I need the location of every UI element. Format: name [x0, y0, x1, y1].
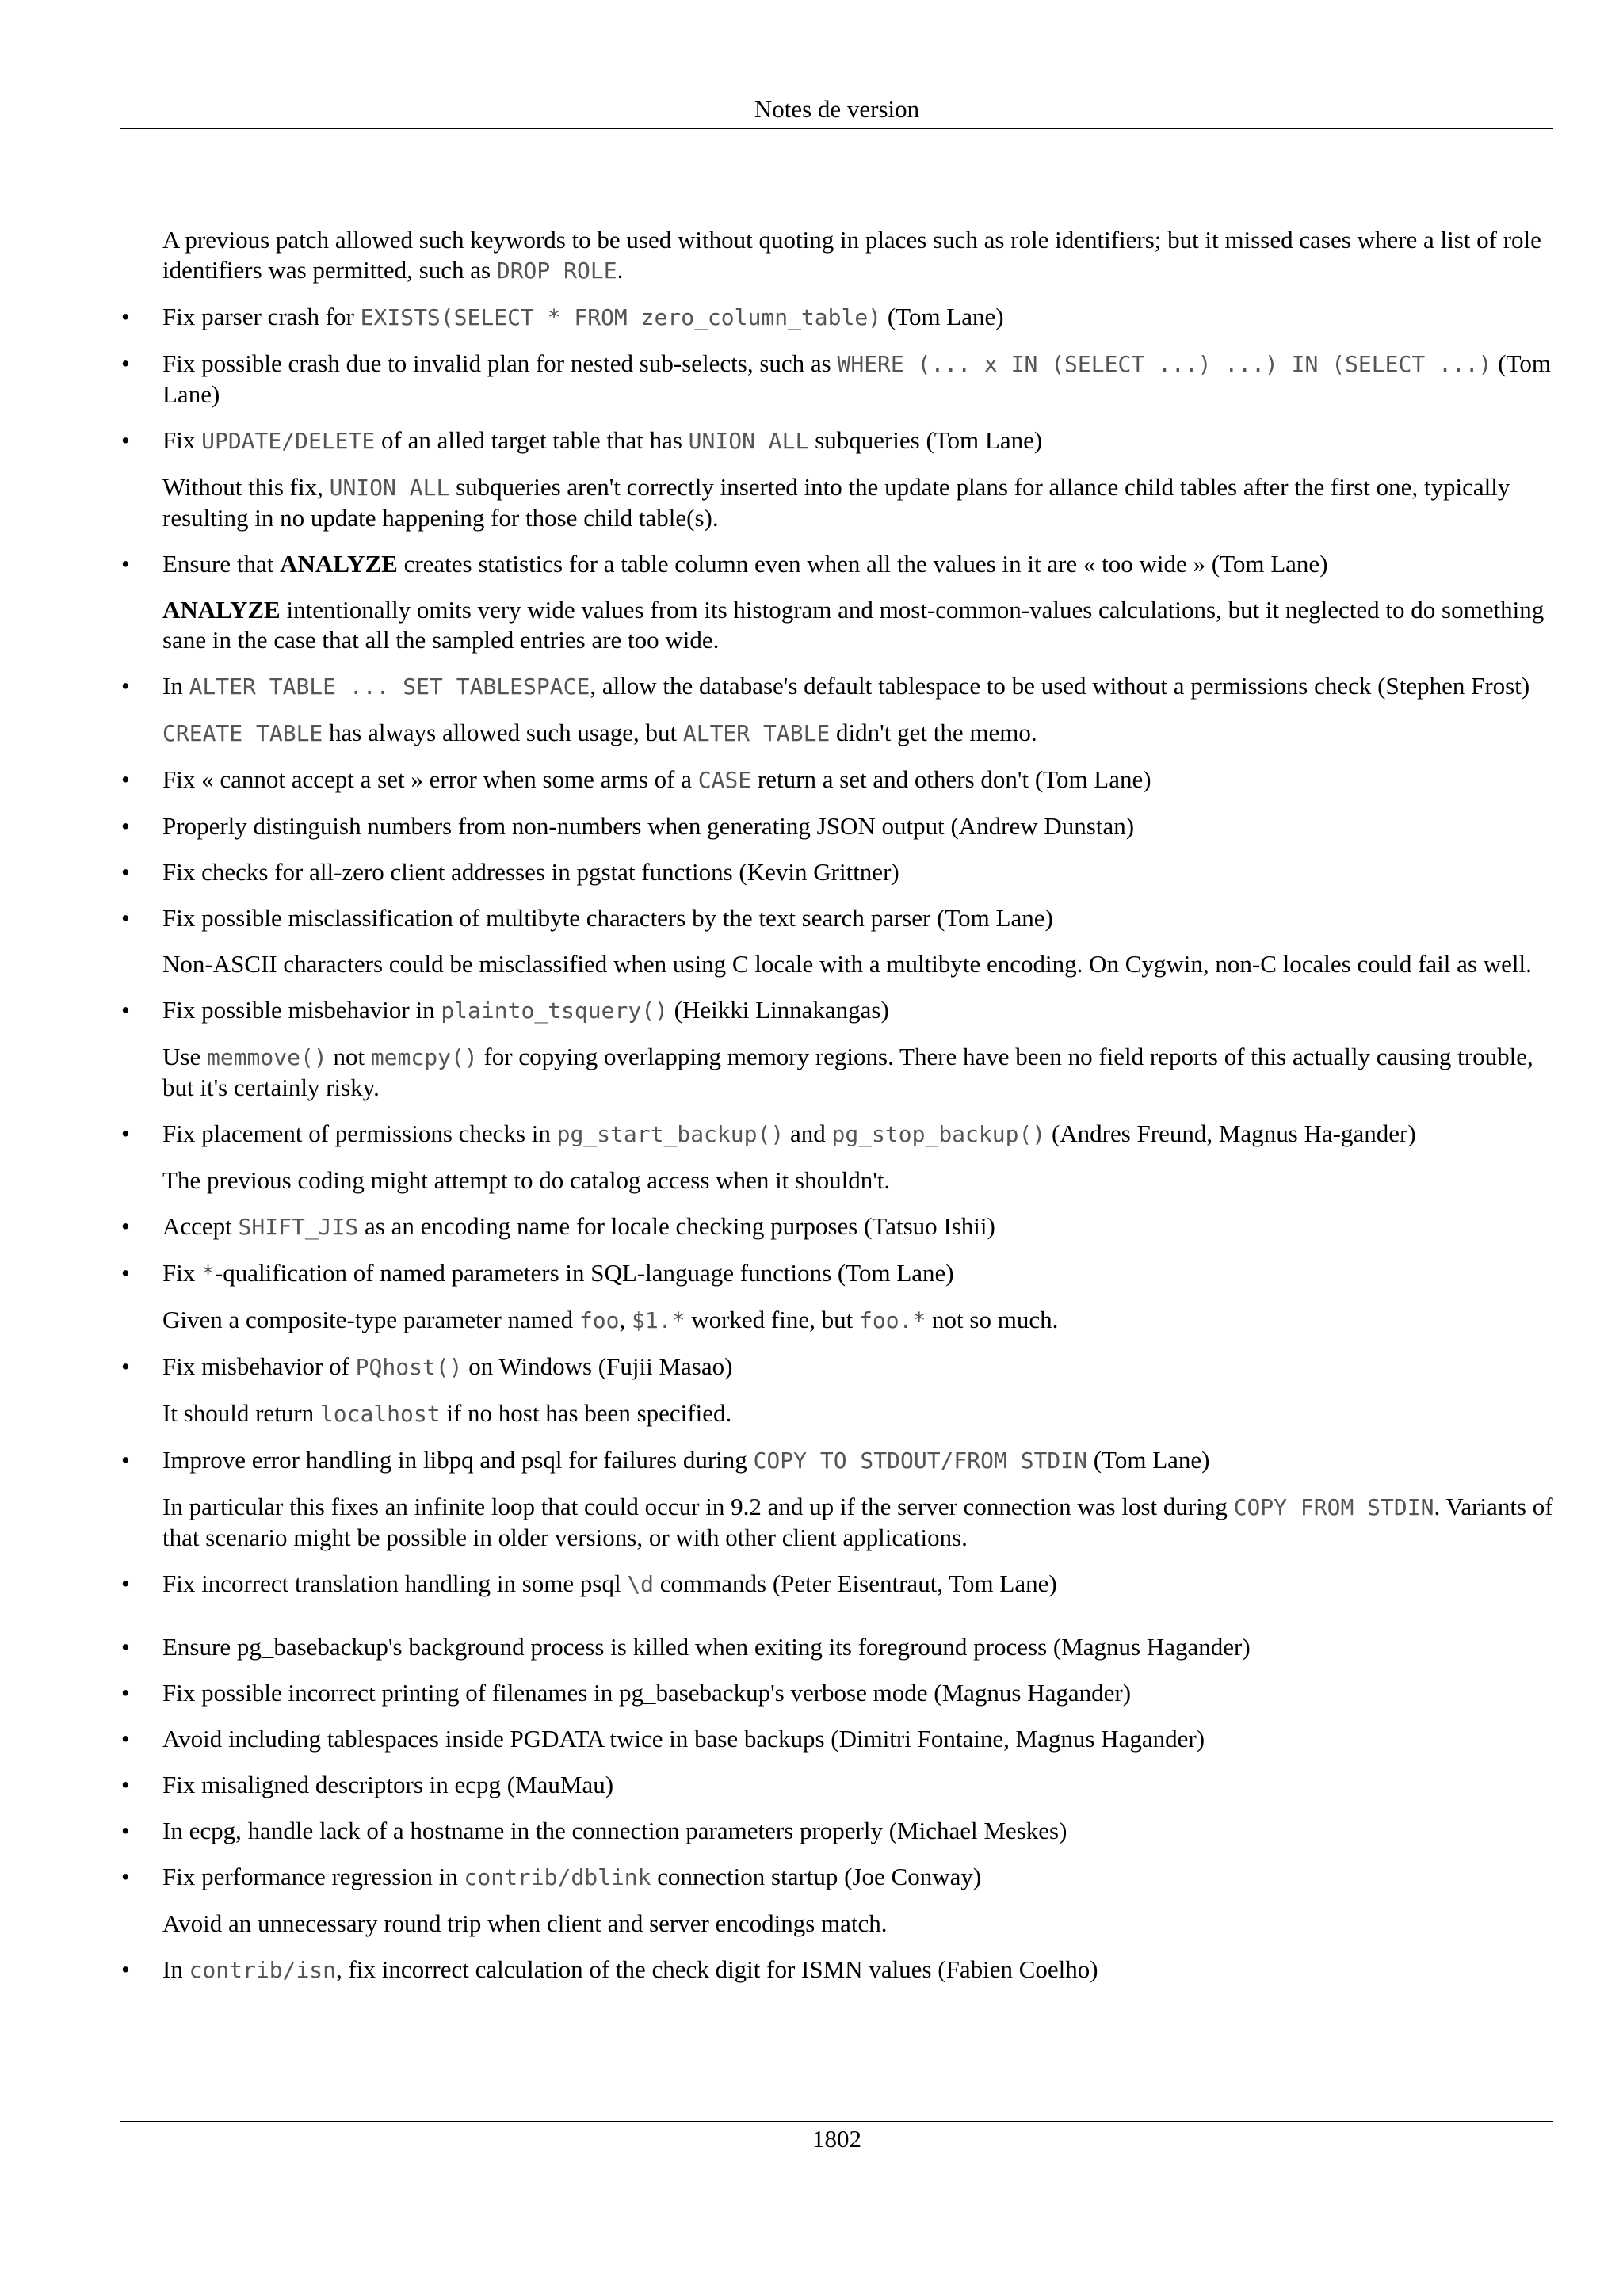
text-run: , fix incorrect calculation of the check digit for ISMN values (Fabien Coelho) — [336, 1955, 1098, 1983]
text-run: creates statistics for a table column even when all the values in it are « too wide » (Tom Lane) — [397, 550, 1328, 578]
text-run: (Tom Lane) — [1086, 1446, 1210, 1474]
text-run: Fix misaligned descriptors in ecpg (MauMau) — [162, 1771, 614, 1798]
bullet-item — [162, 811, 1557, 841]
text-run: Fix « cannot accept a set » error when some arms of a — [162, 765, 698, 793]
bullet-item — [162, 425, 1557, 456]
text-run: connection startup (Joe Conway) — [651, 1863, 982, 1890]
text-run: In — [162, 1955, 189, 1983]
bold-command: ANALYZE — [280, 550, 398, 578]
bullet-item — [162, 1770, 1557, 1800]
bullet-item — [162, 1955, 1557, 1985]
text-run: (Heikki Linnakangas) — [667, 996, 889, 1024]
text-run: Fix possible misbehavior in — [162, 996, 441, 1024]
text-run: if no host has been specified. — [440, 1399, 732, 1427]
text-run: The previous coding might attempt to do catalog access when it shouldn't. — [162, 1166, 891, 1194]
note-paragraph — [162, 1042, 1557, 1103]
bullet-item — [162, 1816, 1557, 1846]
text-run: and — [784, 1119, 832, 1147]
text-run: (Andres Freund, Magnus Ha-gander) — [1045, 1119, 1416, 1147]
text-run: Use — [162, 1043, 207, 1070]
text-run: In ecpg, handle lack of a hostname in the connection parameters properly (Michael Meskes) — [162, 1817, 1067, 1844]
text-run: commands (Peter Eisentraut, Tom Lane) — [654, 1569, 1057, 1597]
text-run: It should return — [162, 1399, 320, 1427]
bullet-item — [162, 903, 1557, 933]
bold-command: ANALYZE — [162, 596, 281, 624]
bullet-item — [162, 765, 1557, 795]
code-literal: PQhost() — [355, 1354, 463, 1380]
code-literal: $1.* — [632, 1307, 685, 1333]
code-literal: contrib/isn — [189, 1957, 337, 1983]
bullet-item — [162, 1862, 1557, 1893]
code-literal: memcpy() — [370, 1044, 478, 1070]
text-run: of an alled target table that has — [375, 426, 689, 454]
page-number: 1802 — [812, 2125, 861, 2153]
text-run: subqueries aren't correctly inserted into the update plans for allance child tables after the first one, typically resulting in no update happening for those child table(s). — [162, 473, 1510, 532]
note-paragraph — [162, 718, 1557, 749]
header-rule — [120, 128, 1553, 129]
code-literal: contrib/dblink — [464, 1864, 651, 1890]
bullet-item — [162, 671, 1557, 702]
text-run: intentionally omits very wide values from its histogram and most-common-values calculations, but it neglected to do something sane in the case that all the sampled entries are too wide. — [162, 596, 1545, 654]
code-literal: memmove() — [206, 1044, 327, 1070]
text-run: Fix performance regression in — [162, 1863, 464, 1890]
code-literal: plainto_tsquery() — [441, 997, 668, 1024]
text-run: -qualification of named parameters in SQL-language functions (Tom Lane) — [214, 1259, 954, 1287]
text-run: as an encoding name for locale checking purposes (Tatsuo Ishii) — [358, 1212, 995, 1240]
text-run: . Variants of that scenario might be possible in older versions, or with other client applications. — [162, 1493, 1553, 1551]
note-paragraph — [162, 1909, 1557, 1939]
note-paragraph — [162, 1398, 1557, 1429]
code-literal: \d — [627, 1571, 655, 1597]
text-run: Given a composite-type parameter named — [162, 1306, 579, 1333]
code-literal: COPY FROM STDIN — [1233, 1494, 1434, 1520]
text-run: subqueries (Tom Lane) — [808, 426, 1043, 454]
text-run: Avoid including tablespaces inside PGDATA twice in base backups (Dimitri Fontaine, Magnus Hagander) — [162, 1725, 1205, 1753]
text-run: Fix incorrect translation handling in some psql — [162, 1569, 628, 1597]
text-run: Fix checks for all-zero client addresses in pgstat functions (Kevin Grittner) — [162, 858, 899, 886]
text-run: Non-ASCII characters could be misclassified when using C locale with a multibyte encoding. On Cygwin, non-C locales could fail as well. — [162, 950, 1532, 978]
note-paragraph — [162, 949, 1557, 979]
bullet-item — [162, 857, 1557, 887]
bullet-item — [162, 1211, 1557, 1242]
code-literal: WHERE (... x IN (SELECT ...) ...) IN (SELECT ...) — [837, 351, 1492, 377]
text-run: Without this fix, — [162, 473, 330, 501]
note-paragraph — [162, 1492, 1557, 1553]
code-literal: pg_start_backup() — [556, 1121, 785, 1147]
text-run: . — [617, 256, 624, 284]
text-run: Fix possible misclassification of multibyte characters by the text search parser (Tom Lane) — [162, 904, 1053, 932]
text-run: not so much. — [926, 1306, 1059, 1333]
text-run: Fix misbehavior of — [162, 1352, 356, 1380]
text-run: Properly distinguish numbers from non-numbers when generating JSON output (Andrew Dunstan) — [162, 812, 1135, 840]
text-run: A previous patch allowed such keywords to be used without quoting in places such as role identifiers; but it missed cases where a list of role identifiers was permitted, such as — [162, 226, 1541, 284]
bullet-item — [162, 1119, 1557, 1150]
note-paragraph — [162, 595, 1557, 655]
code-literal: SHIFT_JIS — [238, 1214, 359, 1240]
text-run: Avoid an unnecessary round trip when client and server encodings match. — [162, 1909, 888, 1937]
text-run: Fix parser crash for — [162, 303, 361, 330]
code-literal: UPDATE/DELETE — [201, 428, 376, 454]
text-run: (Tom Lane) — [881, 303, 1004, 330]
text-run: on Windows (Fujii Masao) — [462, 1352, 733, 1380]
page-header: Notes de version — [754, 95, 920, 123]
code-literal: ALTER TABLE ... SET TABLESPACE — [189, 673, 590, 700]
release-notes-body — [162, 225, 1557, 2001]
bullet-item — [162, 1632, 1557, 1662]
text-run: has always allowed such usage, but — [323, 719, 683, 746]
bullet-item — [162, 302, 1557, 333]
text-run: , allow the database's default tablespace to be used without a permissions check (Stephen Frost) — [590, 672, 1530, 700]
code-literal: ALTER TABLE — [682, 720, 831, 746]
note-paragraph — [162, 472, 1557, 533]
text-run: In particular this fixes an infinite loop that could occur in 9.2 and up if the server connection was lost during — [162, 1493, 1234, 1520]
code-literal: * — [201, 1261, 215, 1287]
code-literal: EXISTS(SELECT * FROM zero_column_table) — [360, 304, 882, 330]
bullet-item — [162, 1352, 1557, 1383]
text-run: (Tom Lane) — [162, 349, 1551, 408]
bullet-item — [162, 1445, 1557, 1476]
note-paragraph — [162, 1165, 1557, 1196]
code-literal: COPY TO STDOUT/FROM STDIN — [753, 1447, 1087, 1474]
code-literal: CASE — [697, 767, 752, 793]
bullet-item — [162, 349, 1557, 410]
note-paragraph — [162, 225, 1557, 286]
bullet-item — [162, 1678, 1557, 1708]
code-literal: UNION ALL — [688, 428, 809, 454]
note-paragraph — [162, 1305, 1557, 1336]
text-run: Accept — [162, 1212, 239, 1240]
text-run: Fix — [162, 426, 202, 454]
text-run: return a set and others don't (Tom Lane) — [751, 765, 1151, 793]
text-run: Ensure pg_basebackup's background process is killed when exiting its foreground process (Magnus Hagander) — [162, 1633, 1251, 1661]
code-literal: localhost — [319, 1401, 441, 1427]
bullet-item — [162, 1569, 1557, 1600]
bullet-item — [162, 549, 1557, 579]
text-run: , — [619, 1306, 632, 1333]
text-run: Improve error handling in libpq and psql for failures during — [162, 1446, 754, 1474]
bullet-item — [162, 1258, 1557, 1289]
text-run: for copying overlapping memory regions. There have been no field reports of this actually causing trouble, but it's certainly risky. — [162, 1043, 1533, 1101]
code-literal: DROP ROLE — [496, 257, 617, 284]
text-run: In — [162, 672, 189, 700]
text-run: Fix — [162, 1259, 202, 1287]
code-literal: foo — [579, 1307, 620, 1333]
bullet-item — [162, 995, 1557, 1026]
bullet-item — [162, 1724, 1557, 1754]
text-run: didn't get the memo. — [830, 719, 1037, 746]
text-run: Fix possible crash due to invalid plan for nested sub-selects, such as — [162, 349, 838, 377]
code-literal: foo.* — [858, 1307, 926, 1333]
code-literal: pg_stop_backup() — [831, 1121, 1046, 1147]
text-run: Fix possible incorrect printing of filenames in pg_basebackup's verbose mode (Magnus Hagander) — [162, 1679, 1132, 1707]
text-run: not — [327, 1043, 371, 1070]
text-run: Fix placement of permissions checks in — [162, 1119, 557, 1147]
code-literal: CREATE TABLE — [162, 720, 323, 746]
text-run: worked fine, but — [685, 1306, 859, 1333]
code-literal: UNION ALL — [329, 475, 450, 501]
text-run: Ensure that — [162, 550, 281, 578]
